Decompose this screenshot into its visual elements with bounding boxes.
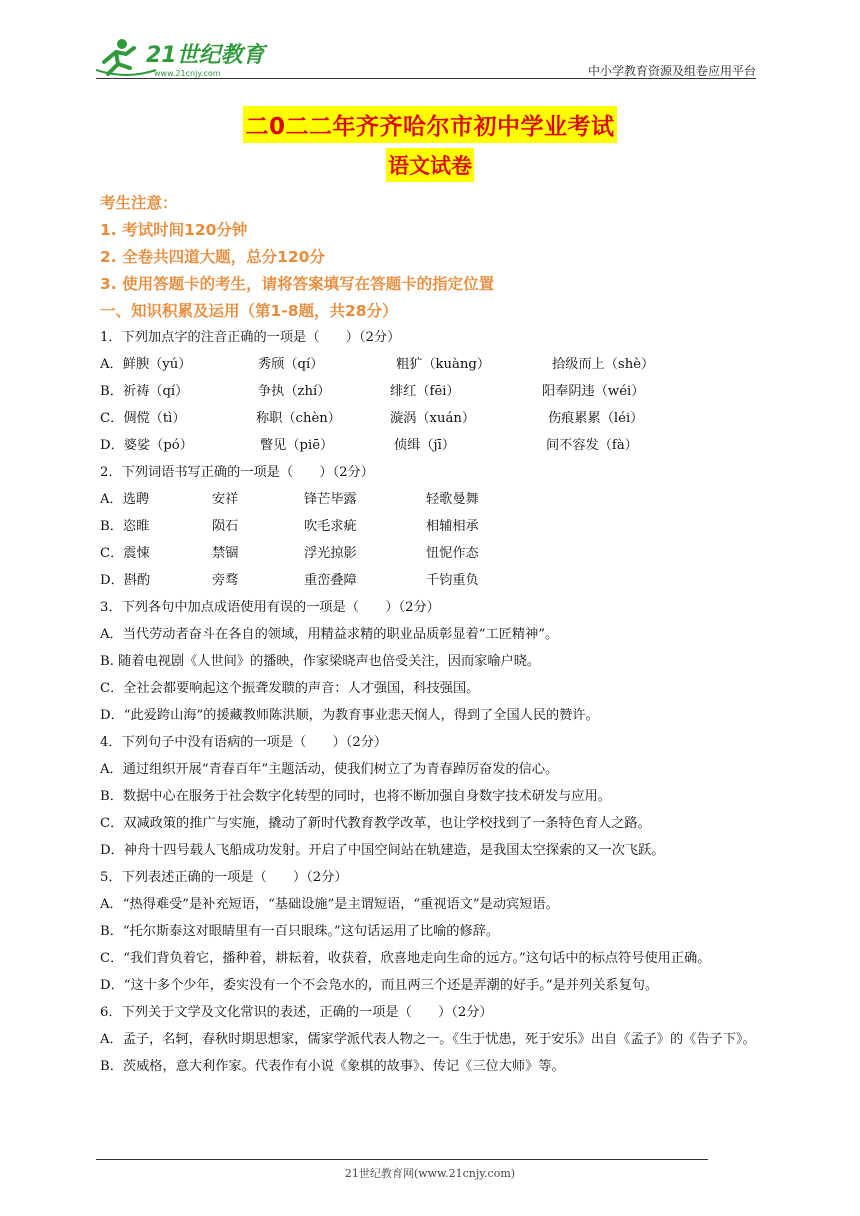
option-text: A．当代劳动者奋斗在各自的领域，用精益求精的职业品质彰显着“工匠精神”。 <box>100 627 559 642</box>
option-cell: 相辅相承 <box>426 519 479 534</box>
title-container <box>0 106 860 143</box>
notice-item: 3. 使用答题卡的考生，请将答案填写在答题卡的指定位置 <box>100 275 495 293</box>
option-cell: 瞥见（piē） <box>260 438 334 453</box>
option-cell: 陨石 <box>212 519 239 534</box>
option-text: B．茨威格，意大利作家。代表作有小说《象棋的故事》、传记《三位大师》等。 <box>100 1059 565 1074</box>
option-cell: 称职（chèn） <box>256 411 341 426</box>
option-cell: 绯红（fēi） <box>390 384 460 399</box>
option-cell: 拾级而上（shè） <box>552 357 655 372</box>
notice-item: 2. 全卷共四道大题，总分120分 <box>100 248 325 266</box>
notice-heading: 考生注意： <box>100 194 178 212</box>
option-cell: 争执（zhí） <box>258 384 331 399</box>
header-divider <box>96 78 756 79</box>
option-row <box>100 405 764 432</box>
question-stem: 3．下列各句中加点成语使用有误的一项是（ ）（2分） <box>100 600 440 615</box>
option-text: D．神舟十四号载人飞船成功发射。开启了中国空间站在轨建造，是我国太空探索的又一次飞跃。 <box>100 843 665 858</box>
option-cell: 伤痕累累（léi） <box>548 411 644 426</box>
option-text: C．双减政策的推广与实施，撬动了新时代教育教学改革，也让学校找到了一条特色育人之路。 <box>100 816 651 831</box>
option-row <box>100 378 764 405</box>
option-cell: 侦缉（jī） <box>394 438 456 453</box>
option-text: A．通过组织开展“青春百年”主题活动，使我们树立了为青春踔厉奋发的信心。 <box>100 762 559 777</box>
option-text: C．全社会都要响起这个振聋发聩的声音：人才强国，科技强国。 <box>100 681 480 696</box>
question-stem: 6．下列关于文学及文化常识的表述，正确的一项是（ ）（2分） <box>100 1005 493 1020</box>
question-stem: 1．下列加点字的注音正确的一项是（ ）（2分） <box>100 330 401 345</box>
option-cell: 忸怩作态 <box>426 546 479 561</box>
option-row <box>100 432 764 459</box>
option-cell: C．倜傥（tì） <box>100 411 186 426</box>
option-row <box>100 540 764 567</box>
option-cell: 轻歌曼舞 <box>426 492 479 507</box>
option-cell: 阳奉阴违（wéi） <box>542 384 645 399</box>
option-cell: 秀颀（qí） <box>258 357 324 372</box>
subtitle-container <box>0 148 860 182</box>
option-cell: 浮光掠影 <box>304 546 357 561</box>
question-stem: 5．下列表述正确的一项是（ ）（2分） <box>100 870 348 885</box>
site-logo[interactable] <box>96 36 296 78</box>
exam-content <box>100 190 764 1080</box>
option-cell: D．斟酌 <box>100 573 151 588</box>
header-platform-text: 中小学教育资源及组卷应用平台 <box>587 64 756 78</box>
notice-item: 1. 考试时间120分钟 <box>100 221 248 239</box>
page-footer[interactable]: 21世纪教育网(www.21cnjy.com) <box>344 1167 516 1180</box>
option-cell: 千钧重负 <box>426 573 479 588</box>
option-text: B．“托尔斯泰这对眼睛里有一百只眼珠。”这句话运用了比喻的修辞。 <box>100 924 500 939</box>
page-header <box>96 32 756 80</box>
option-text: D．“这十多个少年，委实没有一个不会凫水的，而且两三个还是弄潮的好手。”是并列关系复句。 <box>100 978 659 993</box>
runner-logo-icon <box>96 36 296 80</box>
option-cell: C．震悚 <box>100 546 150 561</box>
option-cell: 锋芒毕露 <box>304 492 357 507</box>
option-cell: 重峦叠障 <box>304 573 357 588</box>
option-text: C．“我们背负着它，播种着，耕耘着，收获着，欣喜地走向生命的远方。”这句话中的标点符号使用正确。 <box>100 951 711 966</box>
section-heading: 一、知识积累及运用（第1-8题，共28分） <box>100 302 398 320</box>
logo-url: www.21cnjy.com <box>154 69 221 78</box>
option-row <box>100 513 764 540</box>
option-cell: 安祥 <box>212 492 239 507</box>
question-stem: 4．下列句子中没有语病的一项是（ ）（2分） <box>100 735 388 750</box>
option-cell: 漩涡（xuán） <box>390 411 476 426</box>
question-stem: 2．下列词语书写正确的一项是（ ）（2分） <box>100 465 374 480</box>
option-cell: 禁锢 <box>212 546 239 561</box>
exam-title: 二0二二年齐齐哈尔市初中学业考试 <box>243 106 616 143</box>
footer-divider <box>96 1159 708 1160</box>
option-cell: B．祈祷（qí） <box>100 384 189 399</box>
option-text: B．数据中心在服务于社会数字化转型的同时，也将不断加强自身数字技术研发与应用。 <box>100 789 611 804</box>
option-text: A．孟子，名轲，春秋时期思想家，儒家学派代表人物之一。《生于忧患，死于安乐》出自《孟子》的《告子下》。 <box>100 1032 756 1047</box>
option-cell: B．恣睢 <box>100 519 150 534</box>
option-row <box>100 567 764 594</box>
option-text: A．“热得难受”是补充短语，“基础设施”是主谓短语，“重视语文”是动宾短语。 <box>100 897 559 912</box>
option-cell: D．婆娑（pó） <box>100 438 193 453</box>
option-cell: 粗犷（kuàng） <box>396 357 491 372</box>
option-cell: 间不容发（fà） <box>546 438 638 453</box>
option-cell: 旁骛 <box>212 573 239 588</box>
option-row <box>100 486 764 513</box>
logo-text: 21世纪教育 <box>146 43 265 68</box>
exam-subtitle: 语文试卷 <box>386 148 474 182</box>
option-cell: 吹毛求疵 <box>304 519 357 534</box>
option-text: D．“此爱跨山海”的援藏教师陈洪顺，为教育事业悲天悯人，得到了全国人民的赞许。 <box>100 708 599 723</box>
option-cell: A．鲜腴（yú） <box>100 357 192 372</box>
option-row <box>100 351 764 378</box>
option-cell: A．选聘 <box>100 492 150 507</box>
option-text: B. 随着电视剧《人世间》的播映，作家梁晓声也倍受关注，因而家喻户晓。 <box>100 654 541 669</box>
